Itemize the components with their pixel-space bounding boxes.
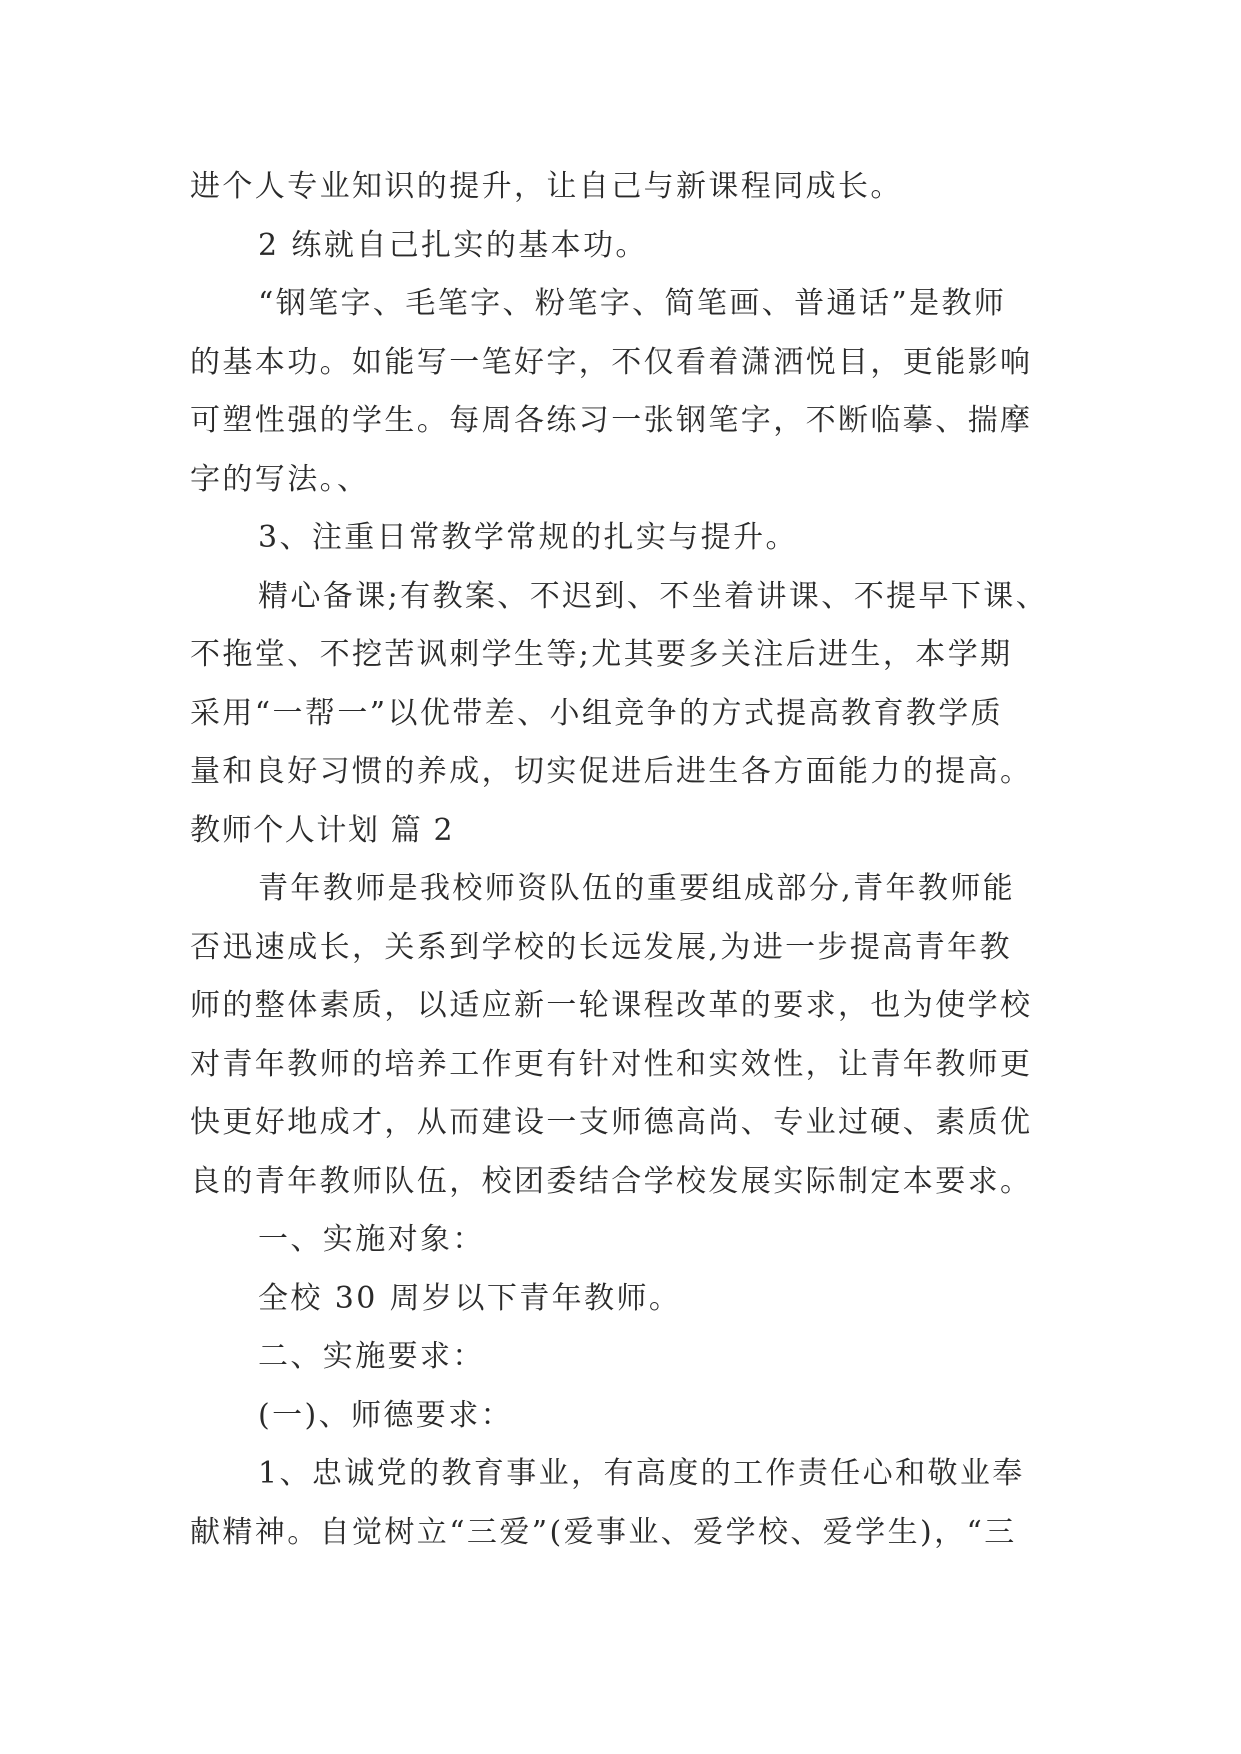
text-line-19: 一、实施对象： — [258, 1222, 485, 1257]
text-line-17: 快更好地成才，从而建设一支师德高尚、专业过硬、素质优 — [190, 1105, 1033, 1140]
text-line-21: 二、实施要求： — [258, 1339, 485, 1374]
text-line-23: 1、忠诚党的教育事业，有高度的工作责任心和敬业奉 — [258, 1456, 1025, 1491]
text-line-5: 可塑性强的学生。每周各练习一张钢笔字，不断临摹、揣摩 — [190, 403, 1033, 438]
text-line-4: 的基本功。如能写一笔好字，不仅看着潇洒悦目，更能影响 — [190, 344, 1033, 380]
text-line-8: 精心备课;有教案、不迟到、不坐着讲课、不提早下课、 — [258, 578, 1049, 614]
text-line-24: 献精神。自觉树立“三爱”(爱事业、爱学校、爱学生)，“三 — [190, 1514, 1017, 1550]
text-line-3: “钢笔字、毛笔字、粉笔字、简笔画、普通话”是教师 — [258, 286, 1007, 321]
text-line-20: 全校 30 周岁以下青年教师。 — [258, 1280, 682, 1316]
text-line-9: 不拖堂、不挖苦讽刺学生等;尤其要多关注后进生，本学期 — [190, 637, 1013, 672]
text-line-22: (一)、师德要求： — [258, 1397, 514, 1433]
section-heading: 教师个人计划 篇 2 — [190, 812, 455, 848]
text-line-14: 否迅速成长，关系到学校的长远发展,为进一步提高青年教 — [190, 929, 1012, 965]
text-line-10: 采用“一帮一”以优带差、小组竞争的方式提高教育教学质 — [190, 695, 1004, 731]
text-line-18: 良的青年教师队伍，校团委结合学校发展实际制定本要求。 — [190, 1163, 1033, 1199]
text-line-1: 进个人专业知识的提升，让自己与新课程同成长。 — [190, 169, 903, 204]
document-page — [190, 158, 1070, 1562]
text-line-15: 师的整体素质，以适应新一轮课程改革的要求，也为使学校 — [190, 988, 1033, 1023]
text-line-13: 青年教师是我校师资队伍的重要组成部分,青年教师能 — [258, 871, 1016, 906]
text-line-11: 量和良好习惯的养成，切实促进后进生各方面能力的提高。 — [190, 754, 1033, 789]
text-line-2: 2 练就自己扎实的基本功。 — [258, 227, 648, 263]
text-line-7: 3、注重日常教学常规的扎实与提升。 — [258, 520, 798, 555]
text-line-16: 对青年教师的培养工作更有针对性和实效性，让青年教师更 — [190, 1046, 1033, 1082]
text-line-6: 字的写法。、 — [190, 461, 370, 497]
